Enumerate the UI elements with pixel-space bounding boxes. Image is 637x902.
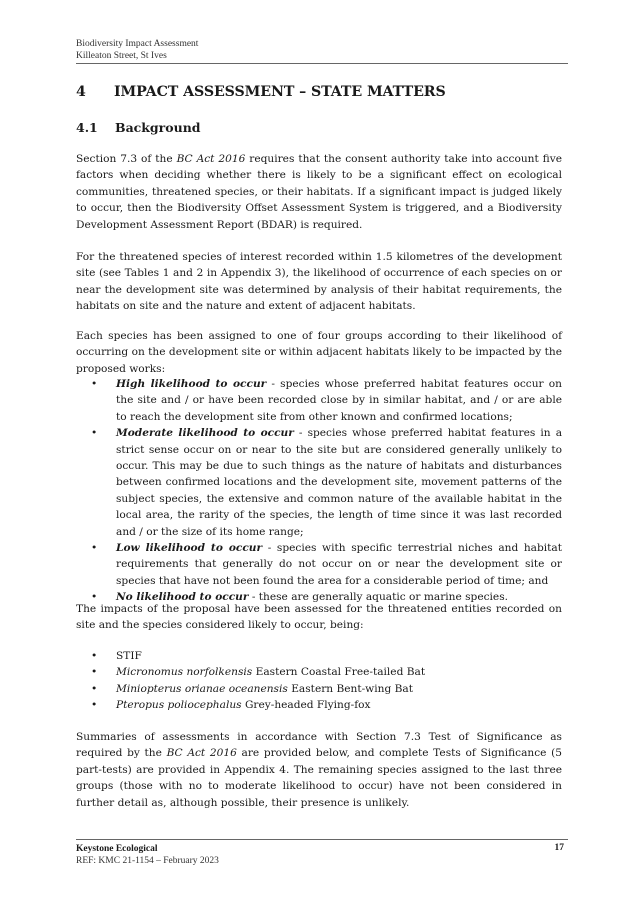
group-term: High likelihood to occur [116, 378, 267, 390]
paragraph-species-of-interest: For the threatened species of interest recorded within 1.5 kilometres of the development site (see Tables 1 and 2 in Appendix 3), the likelihood of occurrence of each species on or near the development site was determined by analysis of their habitat requirements, the habitats on site and the nature and extent of adjacent habitats. [76, 251, 562, 313]
species-scientific-name: Micronomus norfolkensis [116, 666, 253, 679]
list-item [76, 425, 562, 540]
page-number: 17 [554, 843, 564, 853]
species-scientific-name: Pteropus poliocephalus [116, 699, 242, 712]
bullet-icon: • [91, 666, 98, 679]
group-term: Low likelihood to occur [116, 542, 263, 555]
bullet-icon: • [91, 682, 98, 695]
species-common-name: Grey-headed Flying-fox [241, 699, 371, 712]
bullet-icon: • [91, 542, 98, 555]
list-item [76, 681, 562, 697]
text-run: Summaries of assessments in accordance with Section 7.3 Test of Significance as required by the [76, 731, 562, 760]
list-item [76, 376, 562, 425]
species-common-name: Eastern Bent-wing Bat [287, 682, 413, 695]
list-item [76, 697, 562, 713]
footer-reference: REF: KMC 21-1154 – February 2023 [76, 856, 219, 866]
list-item [76, 664, 562, 680]
species-common-name: STIF [116, 650, 142, 662]
paragraph-groups-intro: Each species has been assigned to one of four groups according to their likelihood of occurring on the development site or within adjacent habitats likely to be impacted by the proposed works: [76, 330, 562, 375]
running-header [76, 38, 198, 62]
paragraph-intro [76, 151, 562, 233]
bullet-icon: • [91, 699, 98, 712]
group-description: - species whose preferred habitat features occur on the site and / or have been recorded close by in similar habitat, and / or are able to reach the development site from other known and confirmed locations; [116, 378, 562, 423]
act-name: BC Act 2016 [176, 153, 246, 165]
group-description: - species whose preferred habitat features in a strict sense occur on or near to the site but are considered generally unlikely to occur. This may be due to such things as the nature of habitats and disturbances between confirmed locations and the development site, movement patterns of the subject species, the extensive and common nature of the available habitat in the local area, the rarity of the species, the length of time since it was last recorded and / or the size of its home range; [116, 427, 563, 538]
section-number: 4 [76, 84, 86, 100]
bullet-icon: • [91, 650, 98, 662]
bullet-icon: • [91, 378, 98, 390]
paragraph-impacts: The impacts of the proposal have been assessed for the threatened entities recorded on site and the species considered likely to occur, being: [76, 603, 562, 632]
subsection-title: Background [115, 120, 201, 135]
subsection-number: 4.1 [76, 120, 98, 135]
running-footer [76, 843, 219, 867]
likelihood-group-list [76, 376, 562, 606]
footer-company: Keystone Ecological [76, 844, 158, 854]
species-common-name: Eastern Coastal Free-tailed Bat [252, 666, 426, 679]
header-divider [76, 63, 568, 64]
act-name: BC Act 2016 [166, 747, 237, 760]
group-term: Moderate likelihood to occur [116, 427, 294, 440]
section-heading [76, 84, 446, 100]
paragraph-summaries [76, 729, 562, 811]
group-description: - species with specific terrestrial niches and habitat requirements that generally do not occur on or near the development site or species that have not been found the area for a considerable period of time; and [116, 542, 562, 587]
text-run: are provided below, and complete Tests of Significance (5 part-tests) are provided in Appendix 4. The remaining species assigned to the last three groups (those with no to moderate likelihood to occur) have not been considered in further detail as, although possible, their presence is unlikely. [76, 747, 562, 809]
subsection-heading [76, 120, 201, 135]
header-subtitle: Killeaton Street, St Ives [76, 51, 167, 61]
text-run: requires that the consent authority take into account five factors when deciding whether there is likely to be a significant effect on ecological communities, threatened species, or their habitats. If a significant impact is judged likely to occur, then the Biodiversity Offset Assessment System is triggered, and a Biodiversity Development Assessment Report (BDAR) is required. [76, 153, 562, 231]
list-item [76, 648, 562, 664]
header-title: Biodiversity Impact Assessment [76, 39, 199, 49]
bullet-icon: • [91, 427, 98, 440]
footer-divider [76, 839, 568, 840]
species-scientific-name: Miniopterus orianae oceanensis [116, 682, 288, 695]
list-item [76, 540, 562, 589]
group-term: No likelihood to occur [116, 591, 249, 604]
bullet-icon: • [91, 591, 98, 604]
text-run: Section 7.3 of the [76, 153, 177, 165]
species-list [76, 648, 562, 714]
group-description: - these are generally aquatic or marine species. [248, 591, 509, 604]
section-title: IMPACT ASSESSMENT – STATE MATTERS [114, 84, 446, 100]
